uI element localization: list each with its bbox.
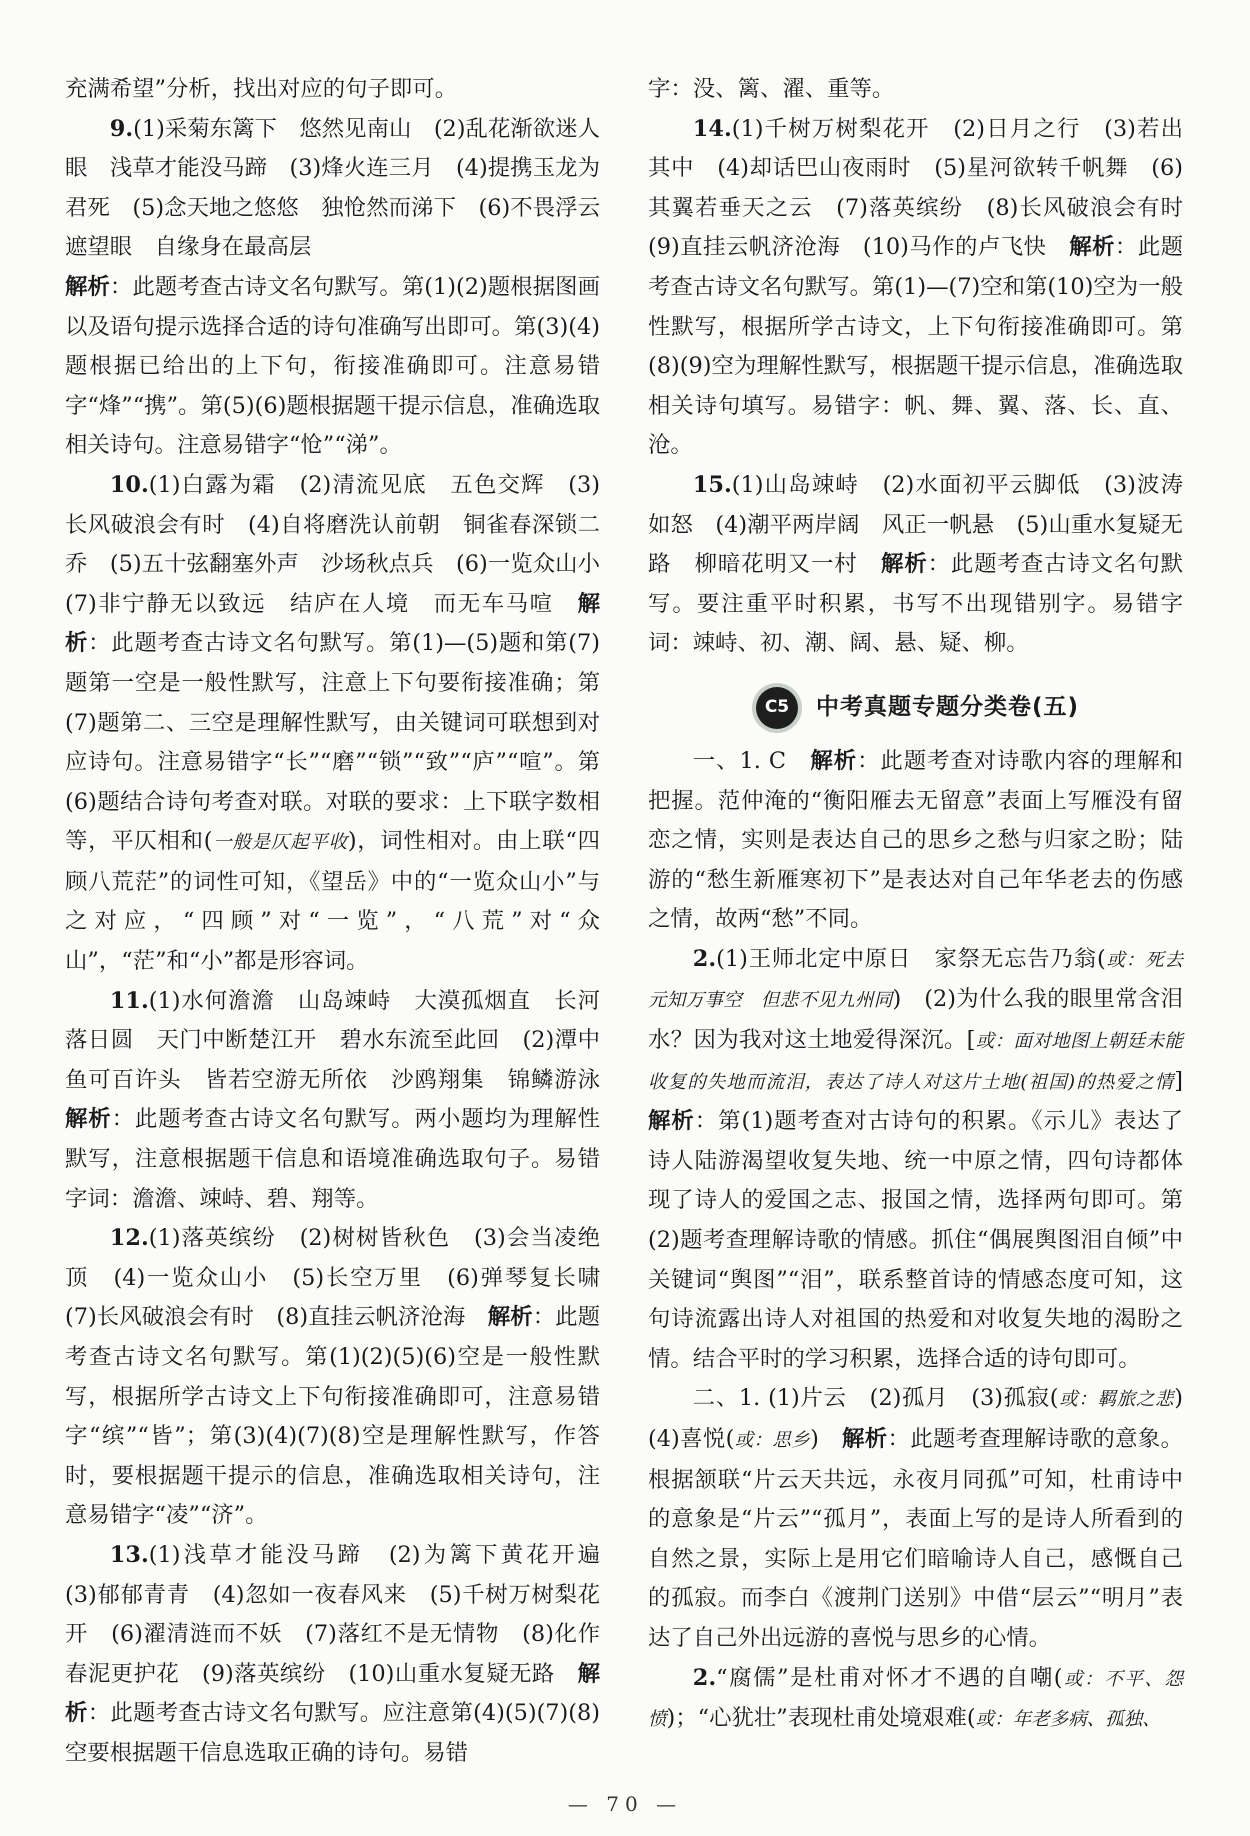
note-text: 或：羁旅之悲 xyxy=(1058,1389,1175,1411)
paragraph xyxy=(65,1536,623,1774)
text-segment: ) (2)为什么我的眼里常含泪水？因为我对这土地爱得深沉。[ xyxy=(648,986,1183,1054)
paragraph xyxy=(65,982,623,1220)
bold-label: 解析 xyxy=(65,1106,112,1133)
paragraph xyxy=(65,1219,623,1536)
right-column-top xyxy=(648,70,1206,664)
section-header xyxy=(648,682,1183,734)
bold-label: 解析 xyxy=(1069,234,1115,261)
text-segment: (1)落英缤纷 (2)树树皆秋色 (3)会当凌绝顶 (4)一览众山小 (5)长空万里 (6)弹琴复长啸 (7)长风破浪会有时 (8)直挂云帆济沧海 xyxy=(65,1225,623,1331)
text-segment: (1)水何澹澹 山岛竦峙 大漠孤烟直 长河落日圆 天门中断楚江开 碧水东流至此回 (2)潭中鱼可百许头 皆若空游无所依 沙鸥翔集 锦鳞游泳 xyxy=(65,987,623,1093)
section-badge-label: C5 xyxy=(756,687,798,729)
text-segment: ：此题考查理解诗歌的意象。根据颔联“片云天共远，永夜月同孤”可知，杜甫诗中的意象是“片云”“孤月”，表面上写的是诗人所看到的自然之景，实际上是用它们暗喻诗人自己，感慨自己的孤寂。而李白《渡荆门送别》中借“层云”“明月”表达了自己外出远游的喜悦与思乡的心情。 xyxy=(648,1426,1183,1651)
bold-label: 10. xyxy=(109,471,149,498)
paragraph xyxy=(65,70,600,110)
bold-label: 解析 xyxy=(487,1304,533,1331)
text-segment: 充满希望”分析，找出对应的句子即可。 xyxy=(65,76,458,102)
text-segment: 字：没、篱、濯、重等。 xyxy=(648,76,895,102)
bold-label: 解析 xyxy=(65,1660,600,1727)
page-number: 70 xyxy=(606,1792,644,1816)
paragraph xyxy=(65,268,600,466)
text-segment: )，词性相对。由上联“四顾八荒茫”的词性可知，《望岳》中的“一览众山小”与之对应，“四顾”对“一览”，“八荒”对“众山”，“茫”和“小”都是形容词。 xyxy=(65,828,600,975)
paragraph xyxy=(648,1379,1206,1658)
paragraph xyxy=(648,1659,1183,1740)
bold-label: 13. xyxy=(109,1541,149,1568)
text-segment: ：此题考查古诗文名句默写。应注意第(4)(5)(7)(8)空要根据题干信息选取正确的诗句。易错 xyxy=(65,1700,601,1766)
text-segment: ：此题考查古诗文名句默写。第(1)(2)题根据图画以及语句提示选择合适的诗句准确写出即可。第(3)(4)题根据已给出的上下句，衔接准确即可。注意易错字“烽”“携”。第(5)(6)题根据题干提示信息，准确选取相关诗句。注意易错字“怆”“涕”。 xyxy=(65,273,601,459)
bold-label: 解析 xyxy=(842,1426,888,1452)
text-segment: (1)王师北定中原日 家祭无忘告乃翁( xyxy=(716,945,1106,972)
right-column-bottom xyxy=(648,742,1206,1740)
bold-label: 14. xyxy=(692,115,732,142)
footer-dash-right: — xyxy=(656,1792,683,1816)
bold-label: 解析 xyxy=(65,590,600,657)
text-segment: ：第(1)题考查对古诗句的积累。《示儿》表达了诗人陆游渴望收复失地、统一中原之情，四句诗都体现了诗人的爱国之志、报国之情，选择两句即可。第(2)题考查理解诗歌的情感。抓住“偶展舆图泪自倾”中关键词“舆图”“泪”，联系整首诗的情感态度可知，这句诗流露出诗人对祖国的热爱和对收复失地的渴盼之情。结合平时的学习积累，选择合适的诗句即可。 xyxy=(648,1108,1183,1372)
bold-label: 解析 xyxy=(881,551,928,578)
note-text: 或：不平、怨愤 xyxy=(648,1668,1183,1731)
paragraph xyxy=(65,110,600,268)
text-segment: “腐儒”是杜甫对怀才不遇的自嘲( xyxy=(716,1664,1063,1691)
bold-label: 解析 xyxy=(810,747,858,774)
bold-label: 11. xyxy=(109,987,149,1014)
note-text: 或：面对地图上朝廷未能收复的失地而流泪，表达了诗人对这片土地(祖国)的热爱之情 xyxy=(648,1031,1183,1093)
text-segment: (1)采菊东篱下 悠然见南山 (2)乱花渐欲迷人眼 浅草才能没马蹄 (3)烽火连三月 (4)提携玉龙为君死 (5)念天地之悠悠 独怆然而涕下 (6)不畏浮云遮望眼 自缘身在最高层 xyxy=(65,115,600,261)
note-text: 一般是仄起平收 xyxy=(212,832,348,854)
bold-label: 解析 xyxy=(648,1108,695,1135)
text-segment: (1)白露为霜 (2)清流见底 五色交辉 (3)长风破浪会有时 (4)自将磨洗认前朝 铜雀春深锁二乔 (5)五十弦翻塞外声 沙场秋点兵 (6)一览众山小 (7)非宁静无以致远 结庐在人境 而无车马喧 xyxy=(65,471,623,617)
paragraph xyxy=(648,742,1183,940)
text-segment: ：此题考查对诗歌内容的理解和把握。范仲淹的“衡阳雁去无留意”表面上写雁没有留恋之情，实则是表达自己的思乡之愁与归家之盼；陆游的“愁生新雁寒初下”是表达对自己年华老去的伤感之情，故两“愁”不同。 xyxy=(648,747,1183,933)
text-segment: ：此题考查古诗文名句默写。第(1)(2)(5)(6)空是一般性默写，根据所学古诗文上下句衔接准确即可，注意易错字“缤”“皆”；第(3)(4)(7)(8)空是理解性默写，作答时，要根据题干提示的信息，准确选取相关诗句，注意易错字“凌”“济”。 xyxy=(65,1304,600,1529)
text-segment: 一、1. C xyxy=(692,747,811,774)
text-segment: ：此题考查古诗文名句默写。第(1)—(7)空和第(10)空为一般性默写，根据所学古诗文，上下句衔接准确即可。第(8)(9)空为理解性默写，根据题干提示信息，准确选取相关诗句填写。易错字：帆、舞、翼、落、长、直、沧。 xyxy=(648,234,1183,459)
paragraph xyxy=(648,466,1183,664)
note-text: 或：思乡 xyxy=(734,1430,811,1451)
text-segment: ] xyxy=(1174,1067,1206,1094)
section-badge xyxy=(752,683,802,733)
page-footer xyxy=(0,1792,1250,1816)
paragraph xyxy=(648,70,1183,110)
left-column xyxy=(65,70,623,1774)
paragraph xyxy=(648,110,1206,466)
text-segment: 二、1. (1)片云 (2)孤月 (3)孤寂( xyxy=(692,1385,1059,1412)
right-column xyxy=(648,70,1206,1740)
note-text: 或：年老多病、孤独、 xyxy=(975,1709,1161,1731)
text-segment: (1)千树万树梨花开 (2)日月之行 (3)若出其中 (4)却话巴山夜雨时 (5)星河欲转千帆舞 (6)其翼若垂天之云 (7)落英缤纷 (8)长风破浪会有时 (9)直挂云帆济沧海 (10)马作的卢飞快 xyxy=(648,115,1206,261)
note-text: 或：死去元知万事空 但悲不见九州同 xyxy=(648,949,1183,1012)
text-segment: ：此题考查古诗文名句默写。要注重平时积累，书写不出现错别字。易错字词：竦峙、初、潮、阔、悬、疑、柳。 xyxy=(648,551,1184,657)
text-segment: ) xyxy=(810,1426,843,1452)
bold-label: 2. xyxy=(692,1664,717,1691)
footer-dash-left: — xyxy=(567,1792,594,1816)
bold-label: 9. xyxy=(109,115,134,142)
text-segment: )；“心犹壮”表现杜甫处境艰难( xyxy=(666,1705,976,1732)
text-segment: (1)山岛竦峙 (2)水面初平云脚低 (3)波涛如怒 (4)潮平两岸阔 风正一帆悬 (5)山重水复疑无路 柳暗花明又一村 xyxy=(648,471,1183,578)
bold-label: 解析 xyxy=(65,273,110,300)
bold-label: 12. xyxy=(109,1225,149,1252)
bold-label: 2. xyxy=(692,945,717,972)
bold-label: 15. xyxy=(692,471,732,498)
text-segment: ) (4)喜悦( xyxy=(648,1385,1206,1452)
text-segment: (1)浅草才能没马蹄 (2)为篱下黄花开遍 (3)郁郁青青 (4)忽如一夜春风来 (5)千树万树梨花开 (6)濯清涟而不妖 (7)落红不是无情物 (8)化作春泥更护花 (9)落英缤纷 (10)山重水复疑无路 xyxy=(65,1541,623,1687)
paragraph xyxy=(648,940,1206,1380)
paragraph xyxy=(65,466,623,982)
text-segment: ：此题考查古诗文名句默写。第(1)—(5)题和第(7)题第一空是一般性默写，注意上下句要衔接准确；第(7)题第二、三空是理解性默写，由关键词可联想到对应诗句。注意易错字“长”“磨”“锁”“致”“庐”“喧”。第(6)题结合诗句考查对联。对联的要求：上下联字数相等，平仄相和( xyxy=(65,630,600,855)
text-segment: ：此题考查古诗文名句默写。两小题均为理解性默写，注意根据题干信息和语境准确选取句子。易错字词：澹澹、竦峙、碧、翔等。 xyxy=(65,1106,601,1212)
section-title: 中考真题专题分类卷(五) xyxy=(815,694,1080,721)
